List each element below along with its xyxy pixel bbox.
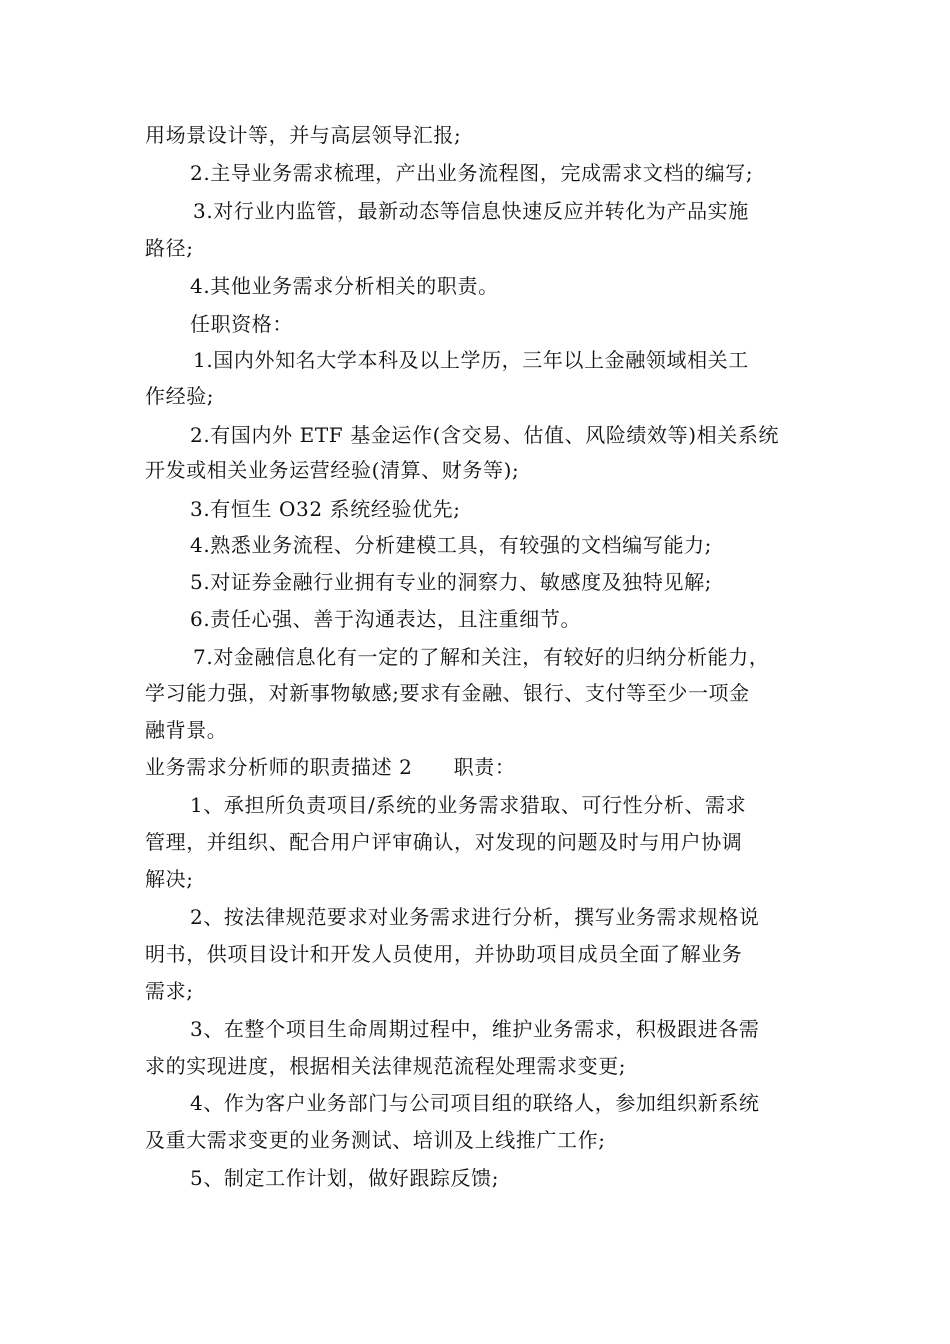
- text-line: 明书，供项目设计和开发人员使用，并协助项目成员全面了解业务: [145, 942, 743, 966]
- text-line: 管理，并组织、配合用户评审确认，对发现的问题及时与用户协调: [145, 830, 743, 854]
- text-line: 7.对金融信息化有一定的了解和关注，有较好的归纳分析能力，: [193, 645, 770, 669]
- text-line: 融背景。: [145, 718, 228, 742]
- text-line: 4.其他业务需求分析相关的职责。: [190, 274, 499, 298]
- text-line: 1、承担所负责项目/系统的业务需求猎取、可行性分析、需求: [190, 793, 747, 817]
- text-line: 求的实现进度，根据相关法律规范流程处理需求变更;: [145, 1054, 627, 1078]
- text-line: 解决;: [145, 867, 194, 891]
- text-line: 学习能力强，对新事物敏感;要求有金融、银行、支付等至少一项金: [145, 681, 750, 705]
- text-line: 3.有恒生 O32 系统经验优先;: [190, 497, 461, 521]
- text-line: 及重大需求变更的业务测试、培训及上线推广工作;: [145, 1128, 606, 1152]
- text-line: 2、按法律规范要求对业务需求进行分析，撰写业务需求规格说: [190, 905, 760, 929]
- text-line: 5.对证券金融行业拥有专业的洞察力、敏感度及独特见解;: [190, 570, 713, 594]
- text-line: 作经验;: [145, 384, 215, 408]
- text-line: 路径;: [145, 236, 194, 260]
- text-line: 2.有国内外 ETF 基金运作(含交易、估值、风险绩效等)相关系统: [190, 423, 780, 447]
- section-heading: 业务需求分析师的职责描述 2 职责：: [145, 755, 516, 779]
- text-line: 4.熟悉业务流程、分析建模工具，有较强的文档编写能力;: [190, 533, 713, 557]
- text-line: 4、作为客户业务部门与公司项目组的联络人，参加组织新系统: [190, 1091, 760, 1115]
- text-line: 6.责任心强、善于沟通表达，且注重细节。: [190, 607, 582, 631]
- section-heading: 任职资格：: [190, 312, 293, 336]
- text-line: 开发或相关业务运营经验(清算、财务等);: [145, 458, 520, 482]
- text-line: 3、在整个项目生命周期过程中，维护业务需求，积极跟进各需: [190, 1017, 760, 1041]
- text-line: 1.国内外知名大学本科及以上学历，三年以上金融领域相关工: [193, 348, 749, 372]
- text-line: 2.主导业务需求梳理，产出业务流程图，完成需求文档的编写;: [190, 161, 754, 185]
- text-line: 3.对行业内监管，最新动态等信息快速反应并转化为产品实施: [193, 199, 749, 223]
- text-line: 5、制定工作计划，做好跟踪反馈;: [190, 1166, 500, 1190]
- text-line: 需求;: [145, 979, 194, 1003]
- text-line: 用场景设计等，并与高层领导汇报;: [145, 123, 462, 147]
